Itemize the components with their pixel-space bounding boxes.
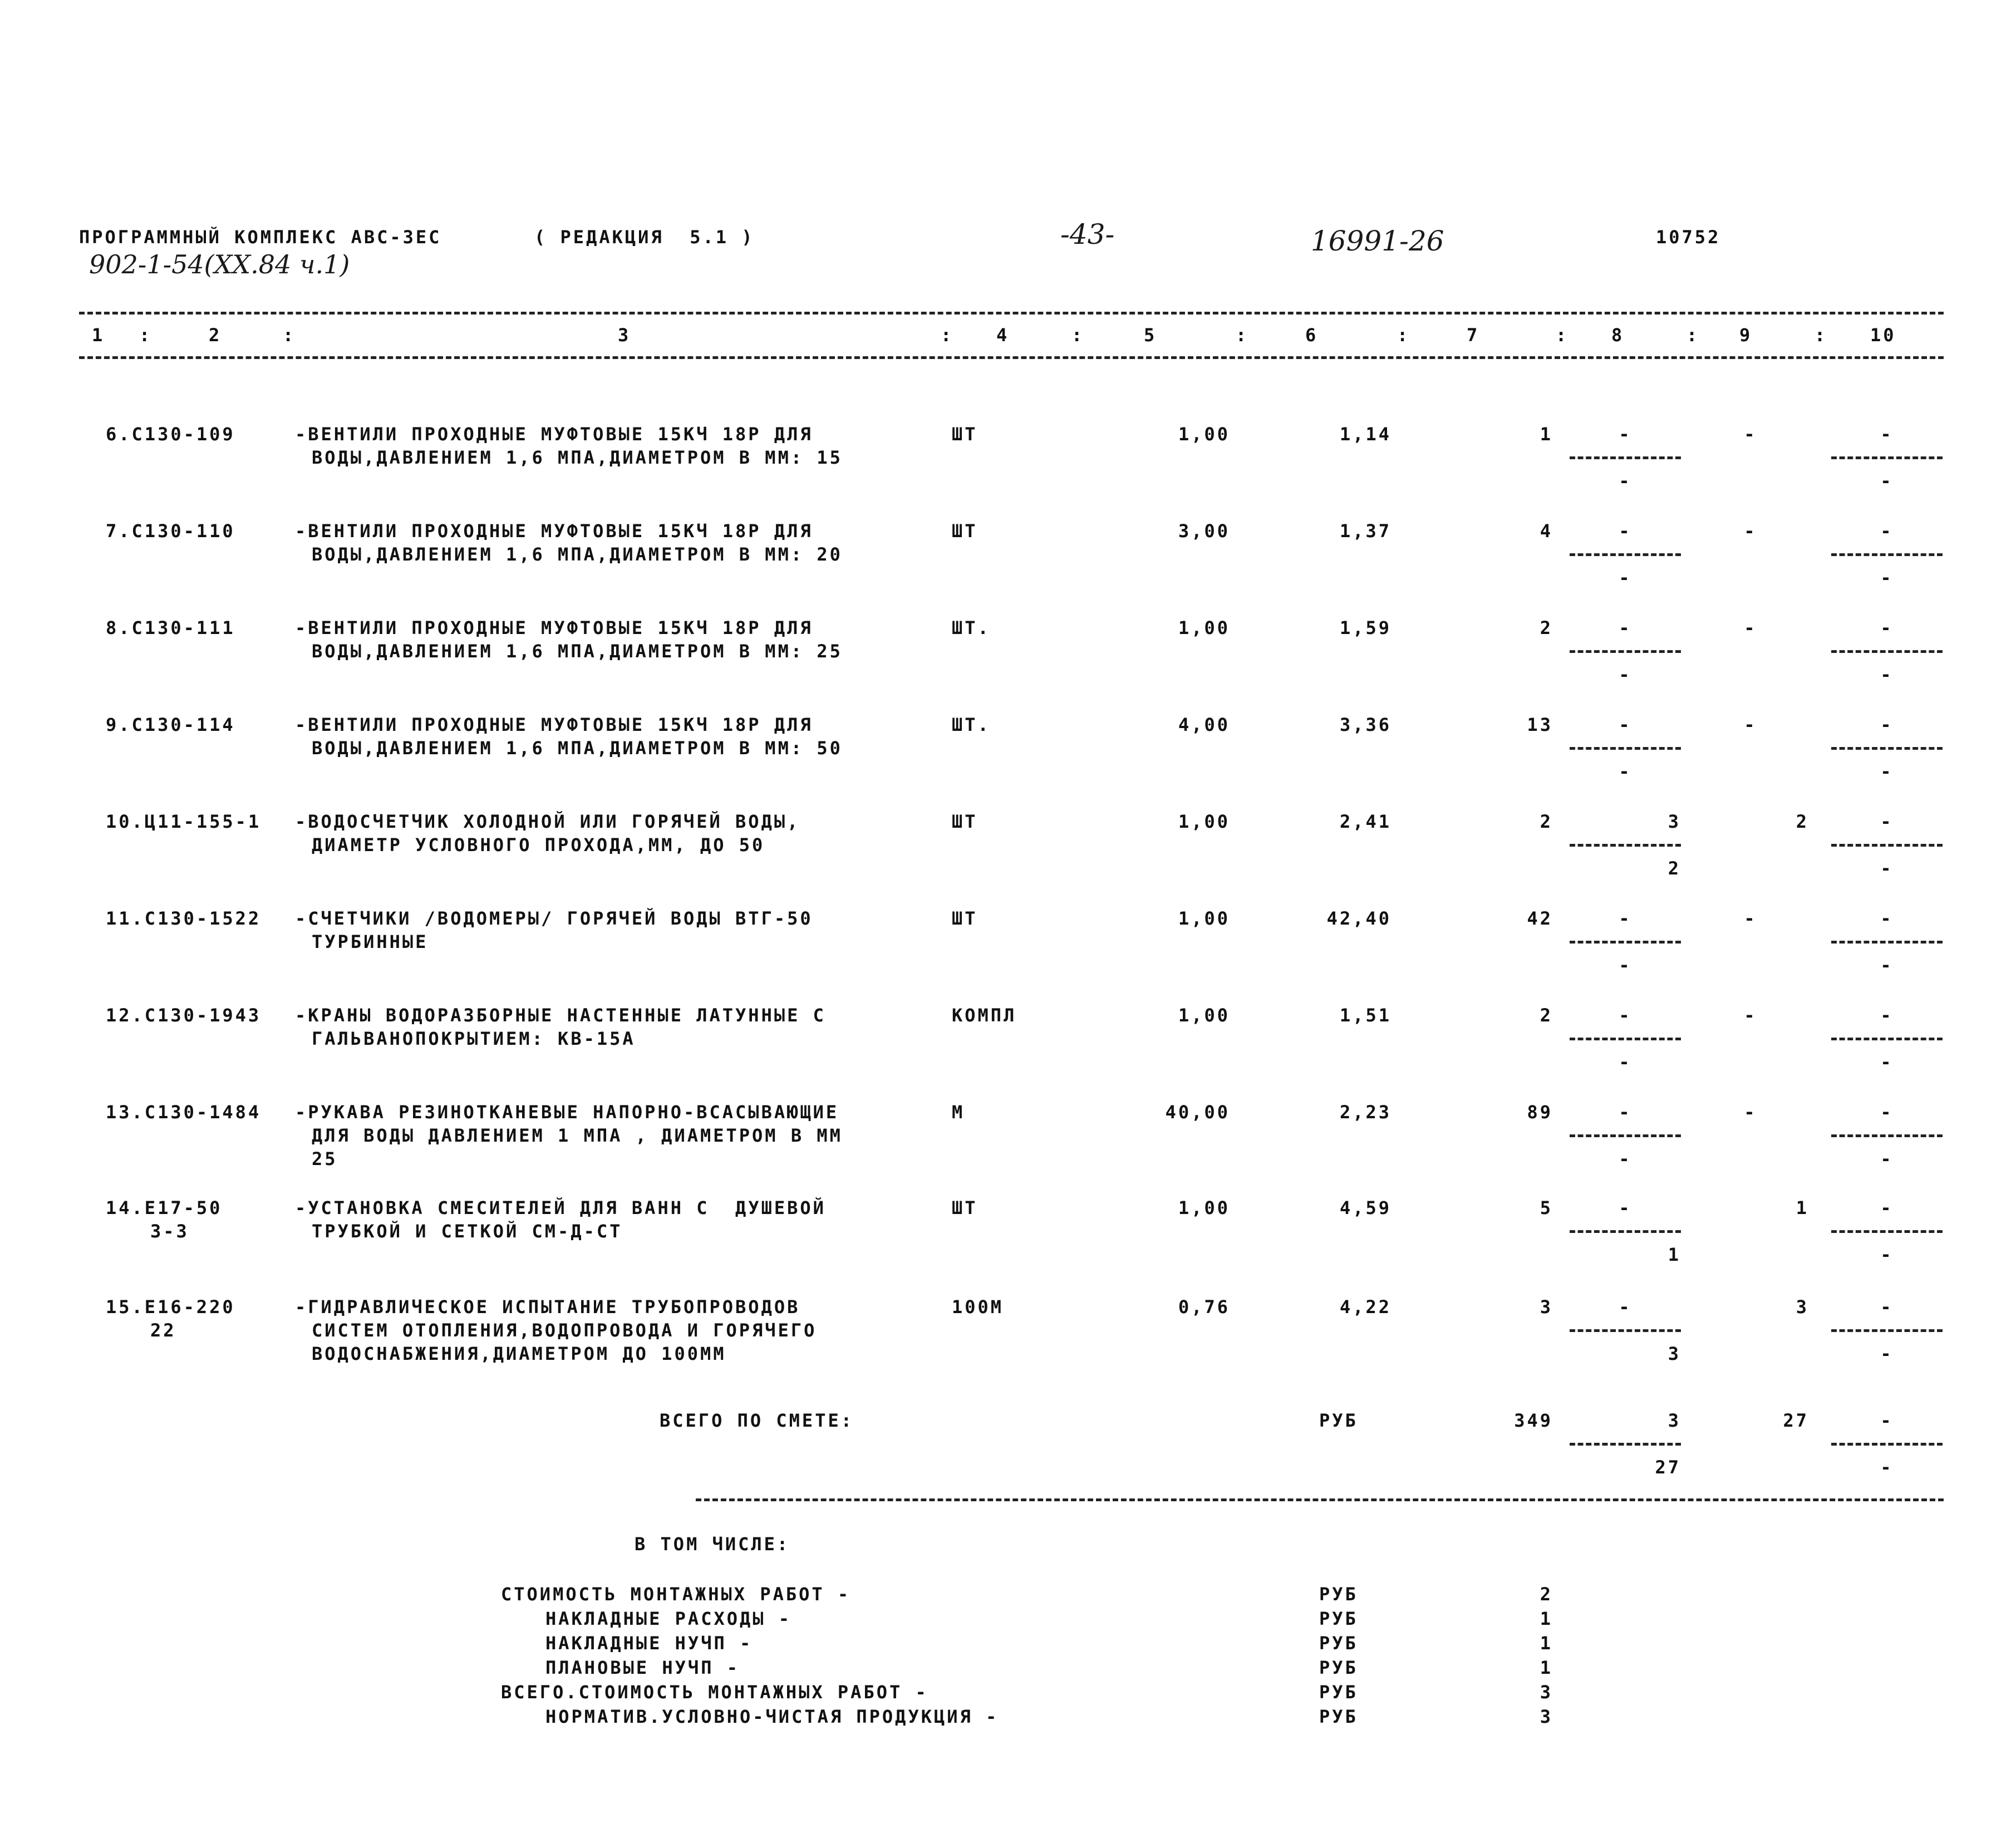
row-description: -СЧЕТЧИКИ /ВОДОМЕРЫ/ ГОРЯЧЕЙ ВОДЫ ВТГ-50 xyxy=(295,908,813,929)
row-code-continuation: 3-3 xyxy=(150,1221,189,1242)
row-code: 6.С130-109 xyxy=(106,424,235,445)
totals-rule xyxy=(696,1498,1944,1501)
row-quantity: 40,00 xyxy=(1165,1102,1230,1123)
column-separator: : xyxy=(941,325,954,346)
row-col10-bottom: - xyxy=(1880,858,1894,879)
fraction-line xyxy=(1831,1443,1943,1446)
row-unit-price: 2,23 xyxy=(1339,1102,1391,1123)
row-unit-price: 1,51 xyxy=(1339,1005,1391,1026)
row-description: СИСТЕМ ОТОПЛЕНИЯ,ВОДОПРОВОДА И ГОРЯЧЕГО xyxy=(312,1320,817,1341)
row-col10-bottom: - xyxy=(1880,1051,1894,1073)
fraction-line xyxy=(1831,1038,1943,1040)
totals-unit: РУБ xyxy=(1319,1410,1358,1431)
row-description: ТУРБИННЫЕ xyxy=(312,931,429,952)
row-description: ДЛЯ ВОДЫ ДАВЛЕНИЕМ 1 МПА , ДИАМЕТРОМ В ММ xyxy=(312,1125,843,1146)
column-number: 9 xyxy=(1739,325,1753,346)
row-col8-bottom: - xyxy=(1619,567,1632,588)
row-col9: - xyxy=(1744,1005,1757,1026)
row-quantity: 1,00 xyxy=(1178,1197,1230,1218)
row-unit: ШТ xyxy=(952,424,978,445)
row-col10-bottom: - xyxy=(1880,1148,1894,1169)
row-col10-top: - xyxy=(1880,1197,1894,1218)
fraction-line xyxy=(1831,1230,1943,1233)
row-col8-bottom: - xyxy=(1619,761,1632,782)
row-col8-top: - xyxy=(1619,520,1632,542)
row-col9: 2 xyxy=(1796,811,1809,832)
row-unit-price: 3,36 xyxy=(1339,714,1391,735)
fraction-line xyxy=(1831,1329,1943,1332)
row-quantity: 1,00 xyxy=(1178,1005,1230,1026)
row-unit-price: 1,59 xyxy=(1339,617,1391,638)
row-col10-bottom: - xyxy=(1880,1343,1894,1364)
row-description: ВОДЫ,ДАВЛЕНИЕМ 1,6 МПА,ДИАМЕТРОМ В ММ: 20 xyxy=(312,544,843,565)
project-number: 902-1-54(XX.84 ч.1) xyxy=(89,249,350,279)
row-unit: КОМПЛ xyxy=(952,1005,1017,1026)
row-total: 2 xyxy=(1540,811,1553,832)
row-total: 13 xyxy=(1527,714,1553,735)
row-quantity: 4,00 xyxy=(1178,714,1230,735)
fraction-line xyxy=(1570,1443,1681,1446)
row-description: ДИАМЕТР УСЛОВНОГО ПРОХОДА,ММ, ДО 50 xyxy=(312,834,765,856)
row-description: ВОДЫ,ДАВЛЕНИЕМ 1,6 МПА,ДИАМЕТРОМ В ММ: 25 xyxy=(312,641,843,662)
row-code: 9.С130-114 xyxy=(106,714,235,735)
row-code: 14.Е17-50 xyxy=(106,1197,223,1218)
row-col9: 3 xyxy=(1796,1296,1809,1318)
totals-col9: 27 xyxy=(1783,1410,1809,1431)
including-item-value: 1 xyxy=(1540,1633,1553,1654)
row-col8-top: - xyxy=(1619,1197,1632,1218)
column-separator: : xyxy=(1556,325,1569,346)
fraction-line xyxy=(1831,456,1943,459)
fraction-line xyxy=(1570,941,1681,943)
row-quantity: 1,00 xyxy=(1178,811,1230,832)
row-unit-price: 4,22 xyxy=(1339,1296,1391,1318)
row-quantity: 1,00 xyxy=(1178,908,1230,929)
row-col10-bottom: - xyxy=(1880,955,1894,976)
row-col8-bottom: 2 xyxy=(1668,858,1681,879)
row-unit-price: 42,40 xyxy=(1326,908,1391,929)
row-unit: ШТ. xyxy=(952,617,991,638)
column-separator: : xyxy=(1815,325,1828,346)
row-total: 5 xyxy=(1540,1197,1553,1218)
fraction-line xyxy=(1570,1329,1681,1332)
totals-col10-top: - xyxy=(1880,1410,1894,1431)
including-item-unit: РУБ xyxy=(1319,1584,1358,1605)
row-code-continuation: 22 xyxy=(150,1320,176,1341)
including-item-unit: РУБ xyxy=(1319,1682,1358,1703)
row-code: 10.Ц11-155-1 xyxy=(106,811,262,832)
including-item-unit: РУБ xyxy=(1319,1633,1358,1654)
including-item-label: НОРМАТИВ.УСЛОВНО-ЧИСТАЯ ПРОДУКЦИЯ - xyxy=(545,1706,999,1727)
including-item-label: ВСЕГО.СТОИМОСТЬ МОНТАЖНЫХ РАБОТ - xyxy=(501,1682,928,1703)
row-col8-bottom: - xyxy=(1619,664,1632,685)
row-total: 2 xyxy=(1540,1005,1553,1026)
row-total: 4 xyxy=(1540,520,1553,542)
row-unit: ШТ xyxy=(952,520,978,542)
including-item-unit: РУБ xyxy=(1319,1608,1358,1629)
fraction-line xyxy=(1831,1134,1943,1137)
row-col10-top: - xyxy=(1880,1102,1894,1123)
including-item-unit: РУБ xyxy=(1319,1657,1358,1678)
row-col8-top: 3 xyxy=(1668,811,1681,832)
column-separator: : xyxy=(1236,325,1249,346)
row-col9: - xyxy=(1744,520,1757,542)
row-unit: ШТ xyxy=(952,1197,978,1218)
row-quantity: 0,76 xyxy=(1178,1296,1230,1318)
row-unit: М xyxy=(952,1102,965,1123)
row-description: ГАЛЬВАНОПОКРЫТИЕМ: КВ-15А xyxy=(312,1028,636,1049)
row-description: -ВОДОСЧЕТЧИК ХОЛОДНОЙ ИЛИ ГОРЯЧЕЙ ВОДЫ, xyxy=(295,811,800,832)
fraction-line xyxy=(1570,1230,1681,1233)
row-code: 7.С130-110 xyxy=(106,520,235,542)
row-col10-bottom: - xyxy=(1880,664,1894,685)
including-item-value: 2 xyxy=(1540,1584,1553,1605)
column-number: 6 xyxy=(1305,325,1319,346)
fraction-line xyxy=(1831,553,1943,556)
fraction-line xyxy=(1831,650,1943,653)
row-col8-top: - xyxy=(1619,617,1632,638)
row-col10-bottom: - xyxy=(1880,761,1894,782)
column-separator: : xyxy=(1397,325,1410,346)
row-total: 89 xyxy=(1527,1102,1553,1123)
row-col10-bottom: - xyxy=(1880,470,1894,492)
row-total: 42 xyxy=(1527,908,1553,929)
row-description: -ВЕНТИЛИ ПРОХОДНЫЕ МУФТОВЫЕ 15КЧ 18Р ДЛЯ xyxy=(295,714,813,735)
row-col8-bottom: - xyxy=(1619,1148,1632,1169)
row-unit-price: 2,41 xyxy=(1339,811,1391,832)
row-col10-top: - xyxy=(1880,1296,1894,1318)
row-description: -ВЕНТИЛИ ПРОХОДНЫЕ МУФТОВЫЕ 15КЧ 18Р ДЛЯ xyxy=(295,617,813,638)
column-separator: : xyxy=(139,325,153,346)
program-title: ПРОГРАММНЫЙ КОМПЛЕКС АВС-3ЕС xyxy=(79,227,442,248)
row-description: ТРУБКОЙ И СЕТКОЙ СМ-Д-СТ xyxy=(312,1221,623,1242)
row-description: -РУКАВА РЕЗИНОТКАНЕВЫЕ НАПОРНО-ВСАСЫВАЮЩИЕ xyxy=(295,1102,839,1123)
row-unit: ШТ xyxy=(952,908,978,929)
row-total: 3 xyxy=(1540,1296,1553,1318)
row-unit: 100М xyxy=(952,1296,1004,1318)
column-number: 1 xyxy=(92,325,105,346)
column-separator: : xyxy=(1071,325,1085,346)
document-number: 16991-26 xyxy=(1311,225,1444,257)
fraction-line xyxy=(1570,456,1681,459)
fraction-line xyxy=(1570,650,1681,653)
row-description: -ВЕНТИЛИ ПРОХОДНЫЕ МУФТОВЫЕ 15КЧ 18Р ДЛЯ xyxy=(295,424,813,445)
totals-total: 349 xyxy=(1514,1410,1553,1431)
row-col8-top: - xyxy=(1619,908,1632,929)
header-rule-top xyxy=(79,312,1944,314)
column-number: 4 xyxy=(996,325,1010,346)
row-col8-bottom: - xyxy=(1619,470,1632,492)
row-col10-top: - xyxy=(1880,908,1894,929)
row-col10-top: - xyxy=(1880,424,1894,445)
column-separator: : xyxy=(1686,325,1700,346)
column-number: 7 xyxy=(1467,325,1480,346)
row-description: 25 xyxy=(312,1148,338,1169)
row-col8-top: - xyxy=(1619,1296,1632,1318)
row-col8-top: - xyxy=(1619,1005,1632,1026)
row-col9: 1 xyxy=(1796,1197,1809,1218)
row-quantity: 3,00 xyxy=(1178,520,1230,542)
including-item-label: ПЛАНОВЫЕ НУЧП - xyxy=(545,1657,740,1678)
row-col10-top: - xyxy=(1880,1005,1894,1026)
row-col8-bottom: 1 xyxy=(1668,1244,1681,1265)
column-number: 10 xyxy=(1870,325,1896,346)
fraction-line xyxy=(1570,747,1681,750)
row-description: ВОДЫ,ДАВЛЕНИЕМ 1,6 МПА,ДИАМЕТРОМ В ММ: 50 xyxy=(312,738,843,759)
including-label: В ТОМ ЧИСЛЕ: xyxy=(635,1534,790,1555)
including-item-label: СТОИМОСТЬ МОНТАЖНЫХ РАБОТ - xyxy=(501,1584,851,1605)
row-quantity: 1,00 xyxy=(1178,424,1230,445)
fraction-line xyxy=(1570,1134,1681,1137)
fraction-line xyxy=(1570,844,1681,847)
fraction-line xyxy=(1831,747,1943,750)
row-code: 15.Е16-220 xyxy=(106,1296,235,1318)
row-description: -УСТАНОВКА СМЕСИТЕЛЕЙ ДЛЯ ВАНН С ДУШЕВОЙ xyxy=(295,1197,826,1218)
column-number: 2 xyxy=(209,325,222,346)
including-item-label: НАКЛАДНЫЕ РАСХОДЫ - xyxy=(545,1608,792,1629)
row-unit-price: 1,14 xyxy=(1339,424,1391,445)
row-description: -КРАНЫ ВОДОРАЗБОРНЫЕ НАСТЕННЫЕ ЛАТУННЫЕ С xyxy=(295,1005,826,1026)
row-code: 12.С130-1943 xyxy=(106,1005,262,1026)
document-code: 10752 xyxy=(1656,227,1721,248)
totals-label: ВСЕГО ПО СМЕТЕ: xyxy=(660,1410,854,1431)
row-col8-bottom: - xyxy=(1619,955,1632,976)
row-col8-top: - xyxy=(1619,424,1632,445)
page-number: -43- xyxy=(1060,218,1115,250)
column-number: 5 xyxy=(1144,325,1157,346)
row-description: -ВЕНТИЛИ ПРОХОДНЫЕ МУФТОВЫЕ 15КЧ 18Р ДЛЯ xyxy=(295,520,813,542)
row-col9: - xyxy=(1744,1102,1757,1123)
row-unit-price: 4,59 xyxy=(1339,1197,1391,1218)
row-col10-top: - xyxy=(1880,617,1894,638)
totals-col8-top: 3 xyxy=(1668,1410,1681,1431)
row-col8-bottom: - xyxy=(1619,1051,1632,1073)
row-unit: ШТ xyxy=(952,811,978,832)
fraction-line xyxy=(1570,1038,1681,1040)
row-col10-top: - xyxy=(1880,811,1894,832)
totals-col10-bottom: - xyxy=(1880,1457,1894,1478)
including-item-value: 1 xyxy=(1540,1657,1553,1678)
row-col10-top: - xyxy=(1880,714,1894,735)
header-rule-bottom xyxy=(79,356,1944,359)
totals-col8-bottom: 27 xyxy=(1655,1457,1681,1478)
row-unit: ШТ. xyxy=(952,714,991,735)
row-col9: - xyxy=(1744,714,1757,735)
row-col8-top: - xyxy=(1619,714,1632,735)
including-item-value: 3 xyxy=(1540,1682,1553,1703)
row-total: 2 xyxy=(1540,617,1553,638)
edition-label: ( РЕДАКЦИЯ 5.1 ) xyxy=(534,227,755,248)
fraction-line xyxy=(1831,844,1943,847)
row-col9: - xyxy=(1744,617,1757,638)
including-item-value: 1 xyxy=(1540,1608,1553,1629)
row-col10-top: - xyxy=(1880,520,1894,542)
column-separator: : xyxy=(283,325,296,346)
row-col9: - xyxy=(1744,908,1757,929)
row-quantity: 1,00 xyxy=(1178,617,1230,638)
column-number: 3 xyxy=(618,325,631,346)
row-total: 1 xyxy=(1540,424,1553,445)
including-item-label: НАКЛАДНЫЕ НУЧП - xyxy=(545,1633,753,1654)
row-unit-price: 1,37 xyxy=(1339,520,1391,542)
column-number: 8 xyxy=(1611,325,1625,346)
row-col8-top: - xyxy=(1619,1102,1632,1123)
row-col10-bottom: - xyxy=(1880,1244,1894,1265)
row-description: ВОДОСНАБЖЕНИЯ,ДИАМЕТРОМ ДО 100ММ xyxy=(312,1343,726,1364)
row-col9: - xyxy=(1744,424,1757,445)
row-col10-bottom: - xyxy=(1880,567,1894,588)
fraction-line xyxy=(1570,553,1681,556)
row-col8-bottom: 3 xyxy=(1668,1343,1681,1364)
row-code: 13.С130-1484 xyxy=(106,1102,262,1123)
including-item-unit: РУБ xyxy=(1319,1706,1358,1727)
fraction-line xyxy=(1831,941,1943,943)
including-item-value: 3 xyxy=(1540,1706,1553,1727)
row-code: 8.С130-111 xyxy=(106,617,235,638)
row-description: ВОДЫ,ДАВЛЕНИЕМ 1,6 МПА,ДИАМЕТРОМ В ММ: 15 xyxy=(312,447,843,468)
row-description: -ГИДРАВЛИЧЕСКОЕ ИСПЫТАНИЕ ТРУБОПРОВОДОВ xyxy=(295,1296,800,1318)
row-code: 11.С130-1522 xyxy=(106,908,262,929)
